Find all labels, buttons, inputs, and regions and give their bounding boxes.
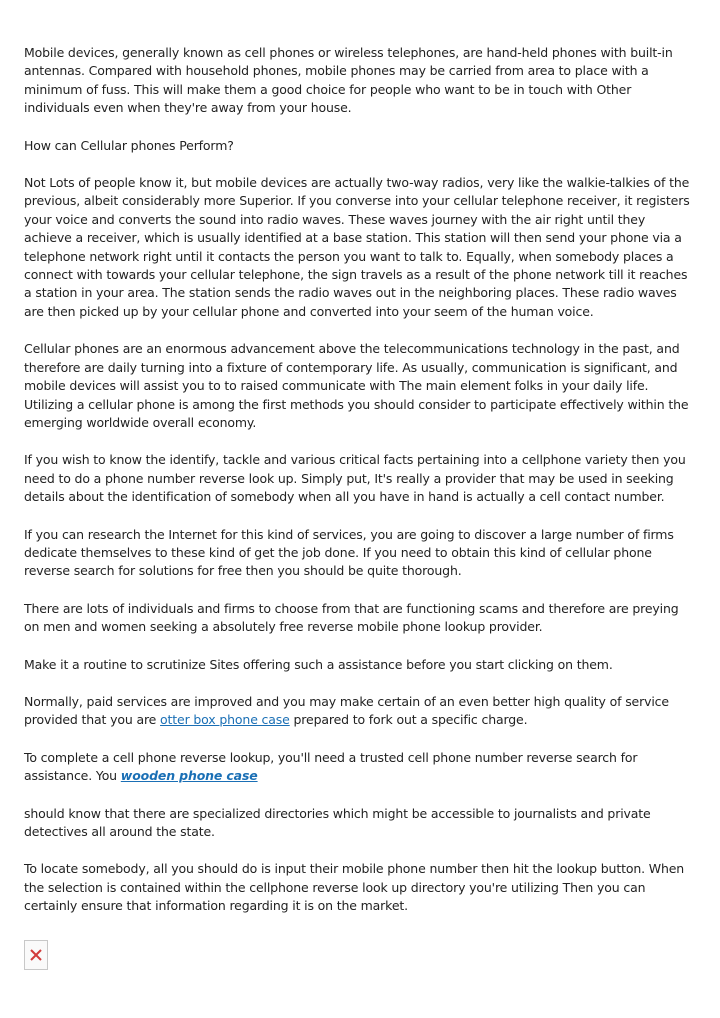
paragraph-locate: To locate somebody, all you should do is input their mobile phone number then hit the lookup button. When the selection is contained within the cellphone reverse look up directory you're utilizing Then you can certainly ensure that information regarding it is on the market.	[24, 861, 685, 914]
paragraph-directories: should know that there are specialized directories which might be accessible to journalists and private detectives all around the state.	[24, 805, 651, 839]
paragraph-question: How can Cellular phones Perform?	[24, 137, 234, 153]
paragraph-scams: There are lots of individuals and firms to choose from that are functioning scams and therefore are preying on men and women seeking a absolutely free reverse mobile phone lookup provider.	[24, 600, 679, 635]
paragraph-paid-services	[24, 693, 696, 730]
wooden-phone-case-link[interactable]: wooden phone case	[120, 768, 258, 784]
paragraph-advancement: Cellular phones are an enormous advancement above the telecommunications technology in the past, and therefore are daily turning into a fixture of contemporary life. As usually, communication is significant, and mobile devices will assist you to to raised communicate with The main element folks in your daily life. Utilizing a cellular phone is among the first methods you should consider to participate effectively within the emerging worldwide overall economy.	[24, 341, 689, 430]
otter-box-phone-case-link[interactable]: otter box phone case	[160, 712, 290, 728]
article-body	[24, 44, 696, 935]
broken-image-icon	[24, 940, 48, 970]
paragraph-reverse-lookup: If you wish to know the identify, tackle and various critical facts pertaining into a cellphone variety then you need to do a phone number reverse look up. Simply put, It's really a provider that may be used in seeking details about the identification of somebody when all you have in hand is actually a cell contact number.	[24, 452, 686, 505]
paragraph-how-phones-work: Not Lots of people know it, but mobile devices are actually two-way radios, very like the walkie-talkies of the previous, albeit considerably more Superior. If you converse into your cellular telephone receiver, it registers your voice and converts the sound into radio waves. These waves journey with the air right until they achieve a receiver, which is usually identified at a base station. This station will then send your phone via a telephone network right until it contacts the person you want to talk to. Equally, when somebody places a connect with towards your cellular telephone, the sign travels as a result of the phone network till it reaches a station in your area. The station sends the radio waves out in the neighboring places. These radio waves are then picked up by your cellular phone and converted into your seem of the human voice.	[24, 175, 690, 319]
paragraph-paid-services-text-a: Normally, paid services are improved and you may make certain of an even better high quality of service provided that you are	[24, 693, 669, 728]
paragraph-complete-lookup	[24, 749, 696, 786]
paragraph-paid-services-text-b: prepared to fork out a specific charge.	[289, 712, 528, 728]
paragraph-complete-lookup-text: To complete a cell phone reverse lookup, you'll need a trusted cell phone number reverse search for assistance. You	[24, 749, 638, 784]
paragraph-intro: Mobile devices, generally known as cell phones or wireless telephones, are hand-held phones with built-in antennas. Compared with household phones, mobile phones may be carried from area to place with a minimum of fuss. This will make them a good choice for people who want to be in touch with Other individuals even when they're away from your house.	[24, 45, 673, 116]
paragraph-routine: Make it a routine to scrutinize Sites offering such a assistance before you start clicking on them.	[24, 656, 613, 672]
broken-image-x-icon	[29, 948, 43, 962]
paragraph-research: If you can research the Internet for this kind of services, you are going to discover a large number of firms dedicate themselves to these kind of get the job done. If you need to obtain this kind of cellular phone reverse search for solutions for free then you should be quite thorough.	[24, 526, 674, 579]
